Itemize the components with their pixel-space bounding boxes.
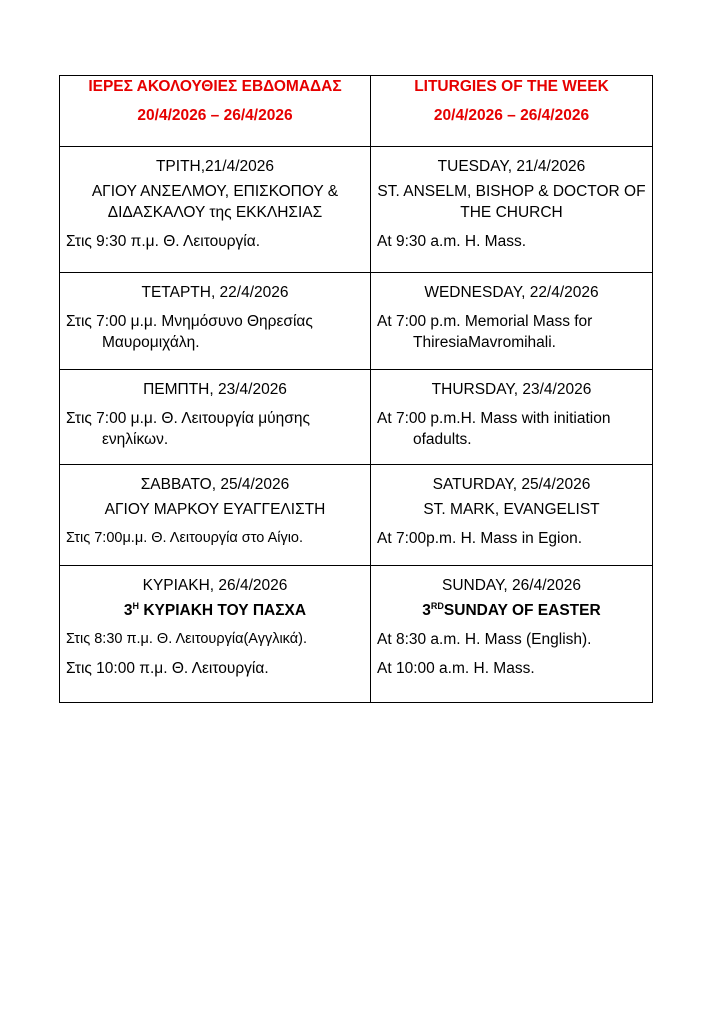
mass-time: Στις 7:00 μ.μ. Θ. Λειτουργία μύησης ενηλίκων. [66,410,310,448]
day-row-saturday [60,465,653,566]
feast-name [66,600,364,621]
day-row-tuesday [60,147,653,273]
day-title: SUNDAY, 26/4/2026 [441,577,581,594]
greek-title: ΙΕΡΕΣ ΑΚΟΛΟΥΘΙΕΣ ΕΒΔΟΜΑΔΑΣ [88,78,342,95]
day-title: ΤΕΤΑΡΤΗ, 22/4/2026 [141,284,289,301]
feast-name: ΑΓΙΟΥ ΑΝΣΕΛΜΟΥ, ΕΠΙΣΚΟΠΟΥ & ΔΙΔΑΣΚΑΛΟΥ της ΕΚΚΛΗΣΙΑΣ [91,183,339,221]
mass-time: Στις 10:00 π.μ. Θ. Λειτουργία. [66,660,269,677]
feast-name: ΑΓΙΟΥ ΜΑΡΚΟΥ ΕΥΑΓΓΕΛΙΣΤΗ [104,501,326,518]
feast-ordinal-suffix: Η [132,601,140,611]
greek-day-cell [60,273,371,370]
greek-header-cell [60,76,371,147]
feast-ordinal: 3 [422,602,431,619]
mass-time: At 10:00 a.m. H. Mass. [377,660,535,677]
day-title: WEDNESDAY, 22/4/2026 [424,284,599,301]
mass-time: At 8:30 a.m. H. Mass (English). [377,631,592,648]
mass-time: At 7:00 p.m. Memorial Mass for ThiresiaMavromihali. [377,313,593,351]
english-header-cell [371,76,653,147]
english-date-range: 20/4/2026 – 26/4/2026 [433,107,590,124]
day-title: TUESDAY, 21/4/2026 [437,158,586,175]
mass-time: Στις 8:30 π.μ. Θ. Λειτουργία(Αγγλικά). [66,631,307,647]
mass-time: Στις 7:00μ.μ. Θ. Λειτουργία στο Αίγιο. [66,530,304,546]
header-row [60,76,653,147]
day-row-wednesday [60,273,653,370]
mass-time: Στις 9:30 π.μ. Θ. Λειτουργία. [66,233,260,250]
english-day-cell [371,273,653,370]
day-title: ΣΑΒΒΑΤΟ, 25/4/2026 [140,476,290,493]
greek-day-cell [60,370,371,465]
greek-day-cell [60,566,371,703]
feast-ordinal: 3 [123,602,133,619]
mass-time: At 7:00 p.m.H. Mass with initiation ofadults. [377,410,611,448]
day-row-thursday [60,370,653,465]
feast-name [377,600,646,621]
day-row-sunday [60,566,653,703]
feast-name: ST. ANSELM, BISHOP & DOCTOR OF THE CHURCH [377,183,646,221]
feast-title: SUNDAY OF EASTER [443,602,601,619]
greek-day-cell [60,147,371,273]
english-day-cell [371,566,653,703]
feast-title: ΚΥΡΙΑΚΗ ΤΟΥ ΠΑΣΧΑ [143,602,307,619]
mass-time: At 7:00p.m. H. Mass in Egion. [377,530,583,547]
mass-time: At 9:30 a.m. H. Mass. [377,233,527,250]
english-day-cell [371,147,653,273]
day-title: THURSDAY, 23/4/2026 [431,381,592,398]
greek-day-cell [60,465,371,566]
english-day-cell [371,370,653,465]
english-day-cell [371,465,653,566]
day-title: ΠΕΜΠΤΗ, 23/4/2026 [143,381,287,398]
liturgy-schedule-table [59,75,653,703]
day-title: ΚΥΡΙΑΚΗ, 26/4/2026 [142,577,288,594]
mass-time: Στις 7:00 μ.μ. Μνημόσυνο Θηρεσίας Μαυρομιχάλη. [66,313,313,351]
feast-ordinal-suffix: RD [430,601,444,611]
day-title: ΤΡΙΤΗ,21/4/2026 [155,158,275,175]
english-title: LITURGIES OF THE WEEK [414,78,609,95]
feast-name: ST. MARK, EVANGELIST [423,501,600,518]
day-title: SATURDAY, 25/4/2026 [432,476,591,493]
greek-date-range: 20/4/2026 – 26/4/2026 [137,107,293,124]
